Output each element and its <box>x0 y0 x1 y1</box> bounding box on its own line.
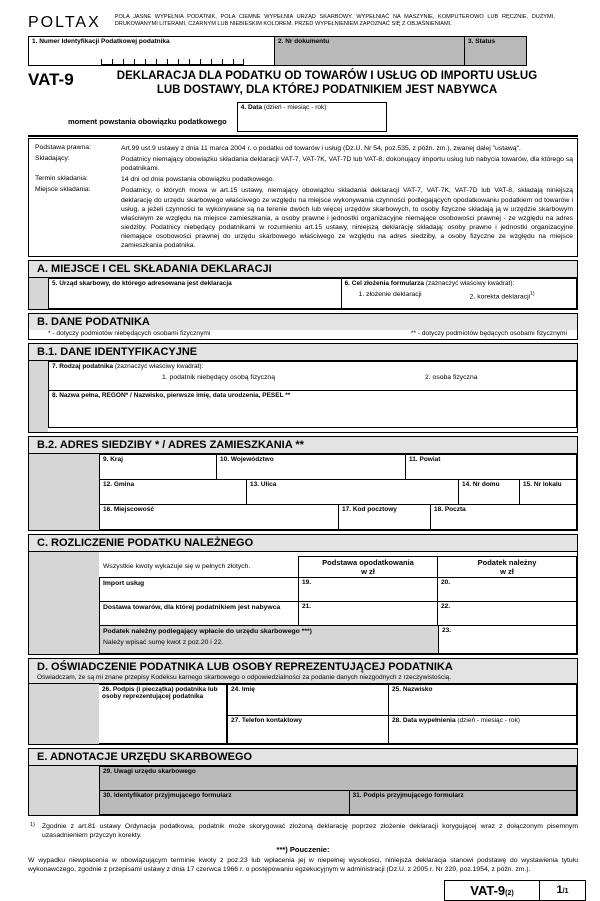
title-row <box>28 69 578 98</box>
purpose-field <box>341 278 577 309</box>
form-title-line2: LUB DOSTAWY, DLA KTÓREJ PODATNIKIEM JEST NABYWCA <box>156 84 498 97</box>
section-d-title: D. OŚWIADCZENIE PODATNIKA LUB OSOBY REPREZENTUJĄCEJ PODATNIKA <box>29 659 577 673</box>
fill-date-field[interactable] <box>389 716 577 744</box>
house-number-field[interactable] <box>458 479 520 505</box>
commune-label: 12. Gmina <box>103 480 135 488</box>
section-d-subtitle: Oświadczam, że są mi znane przepisy Kodeksu karnego skarbowego o odpowiedzialności za podanie danych niezgodnych z rzeczywistością. <box>29 673 577 684</box>
fill-date-hint: (dzień - miesiąc - rok) <box>457 716 520 724</box>
footnote-1-marker: 1) <box>30 821 35 828</box>
footer-form-code-text: VAT-9 <box>470 883 506 899</box>
full-name-label: 8. Nazwa pełna, REGON* / Nazwisko, pierwsze imię, data urodzenia, PESEL ** <box>52 391 291 399</box>
receiver-signature-label: 31. Podpis przyjmującego formularz <box>352 791 464 799</box>
section-b2-content <box>29 454 577 530</box>
filling-notice: POLA JASNE WYPEŁNIA PODATNIK, POLA CIEMNE WYPEŁNIA URZĄD SKARBOWY. WYPEŁNIAĆ NA MASZYNIE, KOMPUTEROWO LUB RĘCZNIE, DUŻYMI, DRUKOWANYMI LITERAMI, CZARNYM LUB NIEBIESKIM KOLOREM. PRZED WYPEŁNIENIEM ZAPOZNAĆ SIĘ Z OBJAŚNIENIAMI. <box>114 14 555 28</box>
margin-strip <box>29 278 48 309</box>
section-e-title: E. ADNOTACJE URZĘDU SKARBOWEGO <box>29 749 577 766</box>
house-number-label: 14. Nr domu <box>462 480 500 488</box>
flat-number-field[interactable] <box>519 479 577 505</box>
city-field[interactable] <box>99 504 339 530</box>
legal-text: Podatnicy, o których mowa w art.15 ustawy, niemający obowiązku składania deklaracji VAT-7, VAT-7K, VAT-7D lub VAT-8, składają niniejszą deklarację do urzędu skarbowego właściwego ze względu na miejsce wykonywania czynności podlegających opodatkowaniu podatkiem od towarów i usług, a jeżeli czynności te wykonywane są na terenie dwóch lub więcej urzędów skarbowych, to osoby fizyczne składają ją w urzędzie skarbowym właściwym ze względu na miejsce zamieszkania, a osoby prawne i jednostki organizacyjne niemające osobowości prawnej - ze względu na adres siedziby. Podatnicy niebędący podatnikami w rozumieniu art.15 ustawy, niniejszą deklarację składają: osoby prawne i jednostki organizacyjne niemające osobowości prawnej do urzędu skarbowego właściwego ze względu na adres siedziby, a osoby fizyczne ze względu na miejsce zamieszkania podatnika. <box>121 187 573 250</box>
legal-basis-block <box>28 139 578 257</box>
first-name-field[interactable] <box>227 684 389 716</box>
legal-text: Podatnicy niemający obowiązku składania deklaracji VAT-7, VAT-7K, VAT-7D lub VAT-8, dokonujący importu usług lub nabycia towarów, dla którego są podatnikami. <box>121 155 573 173</box>
footnote-1 <box>28 822 578 840</box>
country-field[interactable] <box>99 454 217 480</box>
full-name-field[interactable] <box>48 390 577 428</box>
margin-strip <box>29 552 99 654</box>
tax-payable-sub: Należy wpisać sumę kwot z poz.20 i 22. <box>103 638 224 646</box>
moment-row <box>28 100 578 132</box>
legal-label: Składający: <box>35 154 70 162</box>
section-a-content <box>29 278 577 309</box>
section-a-title: A. MIEJSCE I CEL SKŁADANIA DEKLARACJI <box>29 261 577 278</box>
office-remarks-field <box>99 766 577 791</box>
street-label: 13. Ulica <box>250 480 277 488</box>
status-field <box>465 36 527 66</box>
field-20[interactable] <box>437 577 577 602</box>
section-b-footnotes <box>29 330 577 339</box>
date-field-label: 4. Data <box>240 103 263 111</box>
surname-field[interactable] <box>389 684 577 716</box>
field-23-number: 23. <box>442 626 452 634</box>
document-number-field <box>275 36 465 66</box>
column-header-tax-due <box>437 556 577 578</box>
footnote-1-text: Zgodnie z art.81 ustawy Ordynacja podatkowa, podatnik może skorygować złożoną deklarację poprzez złożenie deklaracji korygującej wraz z dołączonym pisemnym uzasadnieniem przyczyn korekty. <box>42 822 578 839</box>
purpose-label: 6. Cel złożenia formularza <box>344 279 425 287</box>
field-22-number: 22. <box>441 602 451 610</box>
form-title-line1: DEKLARACJA DLA PODATKU OD TOWARÓW I USŁUG OD IMPORTU USŁUG <box>116 70 538 82</box>
tax-payable-label <box>99 625 439 654</box>
option-korekta-deklaracji[interactable] <box>470 291 535 300</box>
tax-payable-title: Podatek należny podlegający wpłacie do urzędu skarbowego ***) <box>103 627 312 635</box>
nip-digit-comb <box>101 59 244 65</box>
amounts-note: Wszystkie kwoty wykazuje się w pełnych złotych. <box>103 563 251 571</box>
phone-field[interactable] <box>227 716 389 744</box>
phone-label: 27. Telefon kontaktowy <box>231 716 303 724</box>
legal-row-podstawa <box>29 144 573 153</box>
section-b1-title: B.1. DANE IDENTYFIKACYJNE <box>29 344 577 361</box>
section-b1 <box>28 343 578 433</box>
korekta-footnote-ref: 1) <box>530 290 535 297</box>
pouczenie-text: W wypadku niewpłacenia w obowiązującym terminie kwoty z poz.23 lub wpłacenia jej w niepełnej wysokości, niniejsza deklaracja stanowi podstawę do wystawienia tytułu wykonawczego, zgodnie z przepisami ustawy z dnia 17 czerwca 1966 r. o postępowaniu egzekucyjnym w administracji (Dz.U. z 2005 r. Nr 229, poz.1954, z późn. zm.). <box>28 856 578 874</box>
legal-row-termin <box>29 175 573 184</box>
section-b2 <box>28 436 578 531</box>
field-21[interactable] <box>298 601 438 626</box>
field-19[interactable] <box>298 577 438 602</box>
document-number-label: 2. Nr dokumentu <box>278 38 330 45</box>
flat-number-label: 15. Nr lokalu <box>523 480 562 488</box>
section-c-content <box>29 552 577 654</box>
section-b2-title: B.2. ADRES SIEDZIBY * / ADRES ZAMIESZKANIA ** <box>29 437 577 454</box>
tax-due-header-line2: w zł <box>500 566 514 576</box>
footer-form-code-version: (2) <box>505 890 514 898</box>
tax-office-field[interactable] <box>48 278 342 309</box>
section-b <box>28 313 578 340</box>
receiver-id-label: 30. Identyfikator przyjmującego formularz <box>103 791 232 799</box>
nip-field-label: 1. Numer Identyfikacji Podatkowej podatnika <box>32 38 170 45</box>
section-e <box>28 748 578 816</box>
field-22[interactable] <box>437 601 577 626</box>
postal-code-label: 17. Kod pocztowy <box>342 505 397 513</box>
field-23[interactable] <box>438 625 577 654</box>
legal-row-skladajacy <box>29 155 573 173</box>
legal-text: Art.99 ust.9 ustawy z dnia 11 marca 2004 r. o podatku od towarów i usług (Dz.U. Nr 54, poz.535, z późn. zm.), zwanej dalej "ustawą". <box>121 144 521 152</box>
date-field[interactable] <box>237 102 387 132</box>
signature-label: 26. Podpis (i pieczątka) podatnika lub osoby reprezentującej podatnika <box>102 685 218 700</box>
margin-strip <box>29 454 99 530</box>
form-title <box>106 69 578 98</box>
option-zlozenie-deklaracji[interactable]: 1. złożenie deklaracji <box>358 290 422 298</box>
voivodeship-field[interactable] <box>216 454 406 480</box>
tax-base-header-line2: w zł <box>361 566 375 576</box>
street-field[interactable] <box>246 479 459 505</box>
form-code: VAT-9 <box>28 70 74 89</box>
section-a <box>28 260 578 310</box>
import-services-label: Import usług <box>99 577 299 602</box>
surname-label: 25. Nazwisko <box>392 685 433 693</box>
column-header-tax-base <box>298 556 438 578</box>
first-name-label: 24. Imię <box>231 685 255 693</box>
taxpayer-type-field <box>48 361 577 391</box>
section-c <box>28 534 578 655</box>
voivodeship-label: 10. Województwo <box>220 455 274 463</box>
footnote-double-asterisk: ** - dotyczy podmiotów będących osobami fizycznymi <box>410 329 567 337</box>
option-korekta-label: 2. korekta deklaracji <box>469 292 531 300</box>
receiver-signature-field <box>349 790 577 815</box>
footer-form-code <box>444 880 540 901</box>
section-e-content <box>29 766 577 815</box>
identification-row <box>28 36 578 66</box>
fill-date-label: 28. Data wypełnienia <box>392 716 456 724</box>
option-niebedacy-osoba-fizyczna[interactable]: 1. podatnik niebędący osobą fizyczną <box>162 373 275 381</box>
field-21-number: 21. <box>302 602 312 610</box>
city-label: 16. Miejscowość <box>103 505 154 513</box>
county-label: 11. Powiat <box>409 455 441 463</box>
taxpayer-type-label: 7. Rodzaj podatnika <box>52 362 114 370</box>
section-b-title: B. DANE PODATNIKA <box>29 314 577 330</box>
margin-strip <box>29 766 99 815</box>
footer-box <box>28 880 586 901</box>
section-d <box>28 658 578 745</box>
date-field-hint: (dzień - miesiąc - rok) <box>263 103 327 111</box>
legal-label: Miejsce składania: <box>35 186 91 194</box>
commune-field[interactable] <box>99 479 247 505</box>
legal-text: 14 dni od dnia powstania obowiązku podatkowego. <box>121 176 275 184</box>
post-office-field[interactable] <box>430 504 577 530</box>
tax-base-header-line1: Podstawa opodatkowania <box>322 557 414 567</box>
footnote-asterisk: * - dotyczy podmiotów niebędących osobami fizycznymi <box>48 329 211 337</box>
field-20-number: 20. <box>441 578 451 586</box>
tax-due-header-line1: Podatek należny <box>477 557 537 567</box>
office-remarks-label: 29. Uwagi urzędu skarbowego <box>103 767 196 775</box>
legal-label: Termin składania: <box>35 175 88 183</box>
purpose-hint: (zaznaczyć właściwy kwadrat): <box>425 279 515 287</box>
legal-row-miejsce <box>29 186 573 250</box>
field-19-number: 19. <box>302 578 312 586</box>
legal-label: Podstawa prawna: <box>35 143 91 151</box>
country-label: 9. Kraj <box>103 455 123 463</box>
postal-code-field[interactable] <box>338 504 431 530</box>
footer-page-current: 1 <box>556 884 563 897</box>
tax-office-label: 5. Urząd skarbowy, do którego adresowana jest deklaracja <box>52 279 232 287</box>
nip-field[interactable] <box>28 36 275 66</box>
signature-field[interactable] <box>99 684 227 744</box>
post-office-label: 18. Poczta <box>434 505 466 513</box>
goods-delivery-label: Dostawa towarów, dla której podatnikiem jest nabywca <box>99 601 299 626</box>
margin-strip <box>29 684 99 744</box>
section-d-content <box>29 684 577 744</box>
form-header <box>28 12 578 32</box>
status-label: 3. Status <box>468 38 496 45</box>
section-c-title: C. ROZLICZENIE PODATKU NALEŻNEGO <box>29 535 577 552</box>
county-field[interactable] <box>405 454 577 480</box>
receiver-id-field <box>99 790 350 815</box>
section-b1-content <box>29 361 577 432</box>
moment-label: moment powstania obowiązku podatkowego <box>68 116 227 126</box>
taxpayer-type-hint: (zaznaczyć właściwy kwadrat): <box>114 362 204 370</box>
option-osoba-fizyczna[interactable]: 2. osoba fizyczna <box>424 373 478 381</box>
pouczenie-title: ***) Pouczenie: <box>276 844 330 854</box>
footer-page-total: /1 <box>562 888 569 896</box>
poltax-logo: POLTAX <box>28 14 101 31</box>
footer-page-number <box>540 880 586 901</box>
margin-strip <box>29 361 48 432</box>
